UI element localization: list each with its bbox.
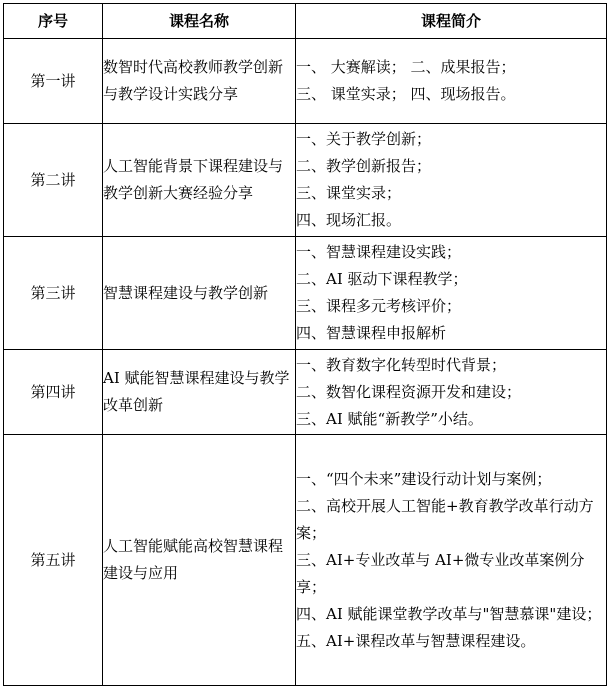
intro-line: 三、课堂实录；	[296, 184, 402, 202]
lecture-number: 第一讲	[4, 39, 103, 124]
lecture-number: 第三讲	[4, 237, 103, 350]
course-name: 智慧课程建设与教学创新	[103, 237, 296, 350]
course-intro	[296, 124, 607, 237]
intro-line: 四、AI 赋能课堂教学改革与"智慧慕课"建设；	[296, 604, 602, 623]
course-name: 数智时代高校教师教学创新与教学设计实践分享	[103, 39, 296, 124]
course-name: AI 赋能智慧课程建设与教学改革创新	[103, 350, 296, 435]
table-row	[4, 435, 607, 686]
table-row	[4, 350, 607, 435]
header-course-name: 课程名称	[103, 4, 296, 39]
course-intro	[296, 237, 607, 350]
course-table	[3, 3, 607, 686]
table-row	[4, 39, 607, 124]
header-course-intro: 课程简介	[296, 4, 607, 39]
intro-line: 一、智慧课程建设实践；	[296, 243, 462, 261]
header-row	[4, 4, 607, 39]
intro-line: 三、AI+专业改革与 AI+微专业改革案例分享；	[296, 550, 585, 596]
course-name: 人工智能背景下课程建设与教学创新大赛经验分享	[103, 124, 296, 237]
intro-line: 一、 大赛解读； 二、成果报告；	[296, 58, 516, 76]
intro-line: 二、数智化课程资源开发和建设；	[296, 382, 522, 401]
course-intro	[296, 39, 607, 124]
intro-line: 三、 课堂实录； 四、现场报告。	[296, 85, 516, 103]
intro-line: 五、AI+课程改革与智慧课程建设。	[296, 631, 536, 650]
intro-line: 二、教学创新报告；	[296, 157, 432, 175]
intro-line: 四、现场汇报。	[296, 211, 402, 229]
course-intro	[296, 435, 607, 686]
intro-line: 一、“四个未来”建设行动计划与案例；	[296, 469, 552, 488]
intro-line: 二、AI 驱动下课程教学；	[296, 270, 468, 288]
course-intro	[296, 350, 607, 435]
course-name: 人工智能赋能高校智慧课程建设与应用	[103, 435, 296, 686]
intro-line: 二、高校开展人工智能+教育教学改革行动方案；	[296, 496, 594, 542]
table-row	[4, 124, 607, 237]
header-no: 序号	[4, 4, 103, 39]
lecture-number: 第四讲	[4, 350, 103, 435]
intro-line: 一、关于教学创新；	[296, 130, 432, 148]
lecture-number: 第二讲	[4, 124, 103, 237]
lecture-number: 第五讲	[4, 435, 103, 686]
table-row	[4, 237, 607, 350]
intro-line: 一、教育数字化转型时代背景；	[296, 355, 507, 374]
intro-line: 三、AI 赋能“新教学”小结。	[296, 409, 483, 428]
intro-line: 四、智慧课程申报解析	[296, 324, 447, 342]
intro-line: 三、课程多元考核评价；	[296, 297, 462, 315]
